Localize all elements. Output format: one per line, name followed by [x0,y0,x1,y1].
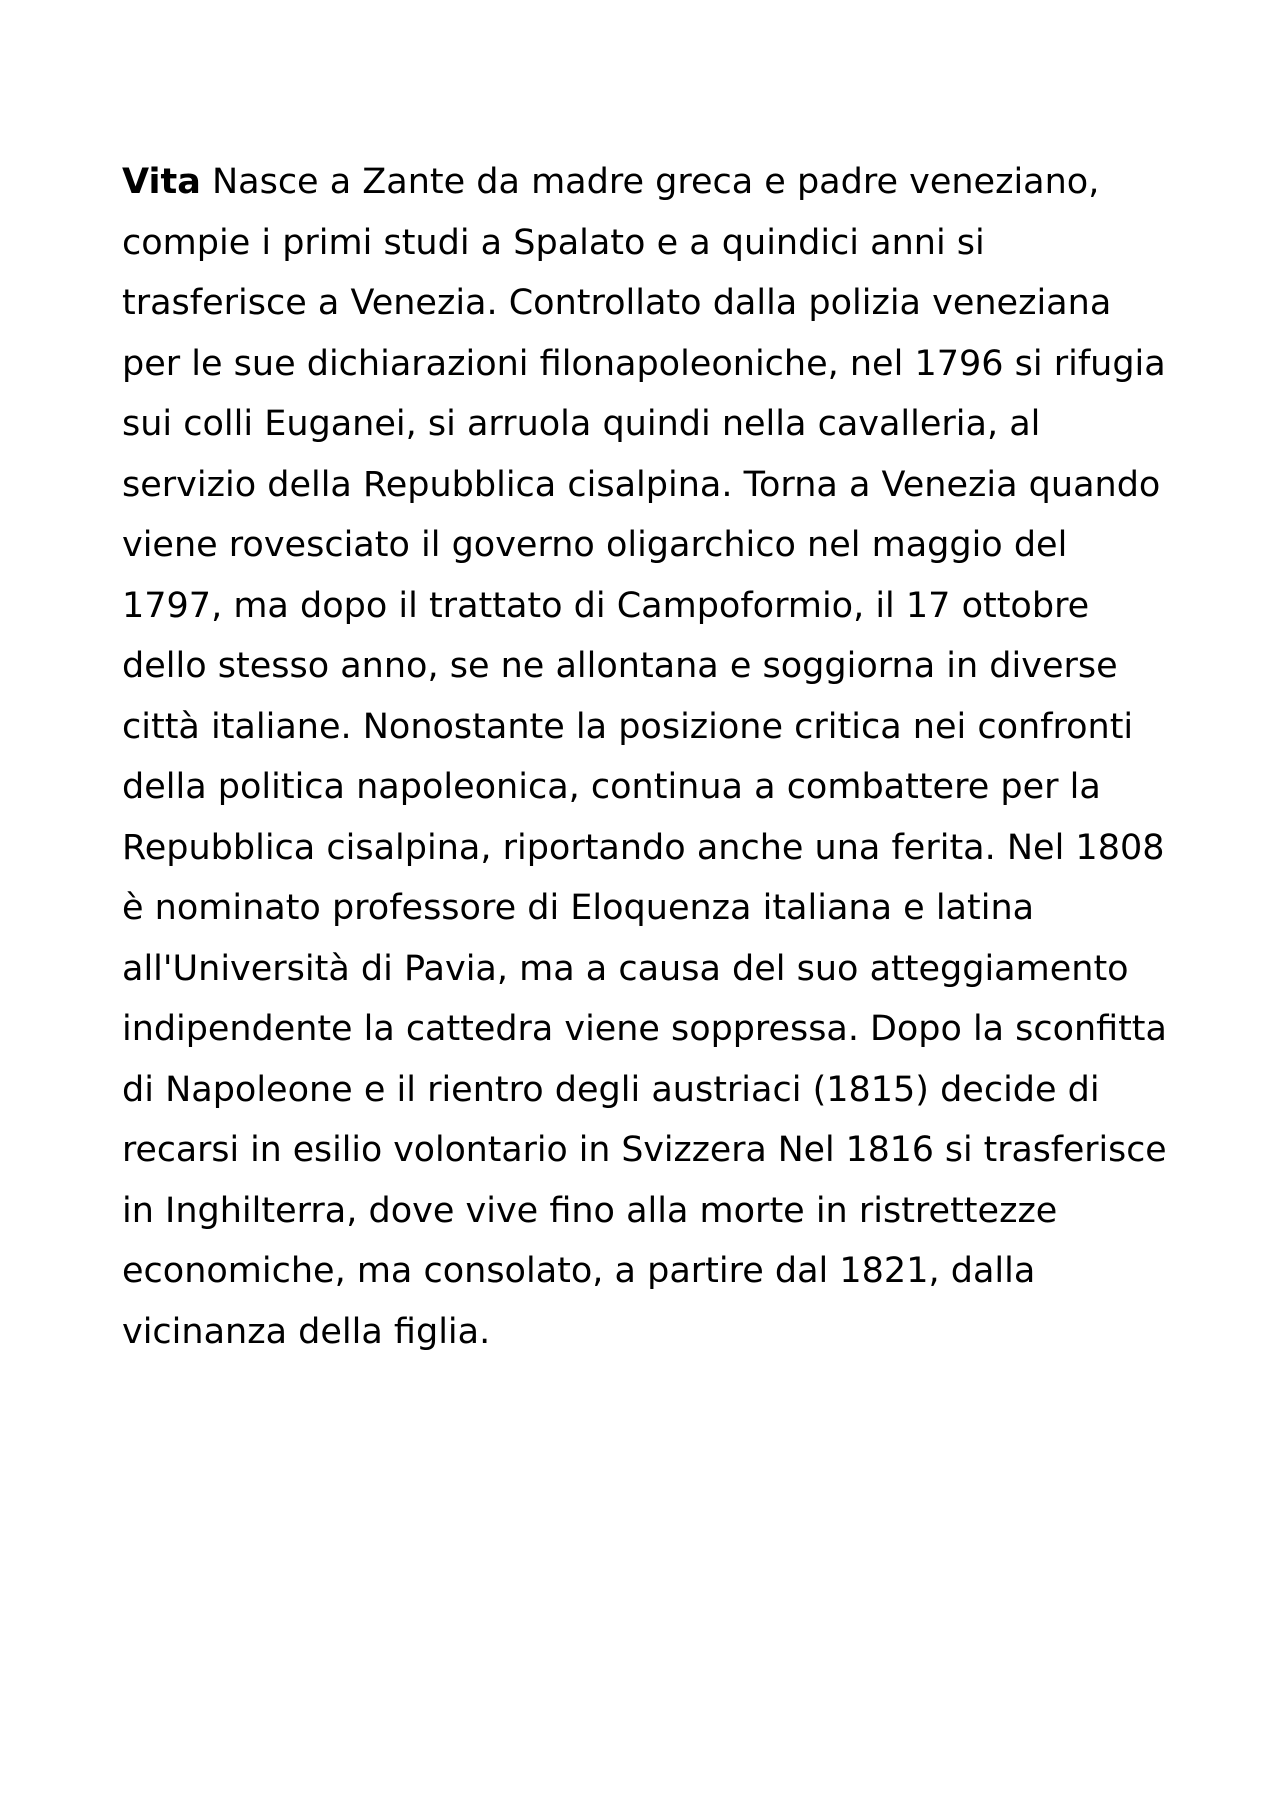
paragraph-line: è nominato professore di Eloquenza italiana e latina [122,888,1035,928]
paragraph-line: viene rovesciato il governo oligarchico nel maggio del [122,525,1068,565]
paragraph-line: dello stesso anno, se ne allontana e soggiorna in diverse [122,646,1118,686]
paragraph-line [122,152,1167,213]
paragraph-line: economiche, ma consolato, a partire dal 1821, dalla [122,1251,1036,1291]
paragraph-line: della politica napoleonica, continua a combattere per la [122,767,1101,807]
paragraph-line: 1797, ma dopo il trattato di Campoformio, il 17 ottobre [122,585,1090,626]
paragraph-line: indipendente la cattedra viene soppressa. Dopo la sconfitta [122,1009,1167,1049]
paragraph-line: recarsi in esilio volontario in Svizzera Nel 1816 si trasferisce [122,1130,1167,1170]
paragraph-line: trasferisce a Venezia. Controllato dalla polizia veneziana [122,283,1112,323]
paragraph-line: servizio della Repubblica cisalpina. Torna a Venezia quando [122,464,1161,505]
paragraph-line-text: Nasce a Zante da madre greca e padre veneziano, [200,162,1100,202]
paragraph-line: di Napoleone e il rientro degli austriaci (1815) decide di [122,1069,1100,1110]
paragraph-line: vicinanza della figlia. [122,1311,491,1352]
paragraph-line: all'Università di Pavia, ma a causa del suo atteggiamento [122,948,1129,989]
paragraph-line: città italiane. Nonostante la posizione critica nei confronti [122,706,1134,747]
section-heading: Vita [122,162,201,202]
paragraph-line: sui colli Euganei, si arruola quindi nella cavalleria, al [122,404,1041,444]
paragraph-line: Repubblica cisalpina, riportando anche una ferita. Nel 1808 [122,827,1165,868]
paragraph-line: compie i primi studi a Spalato e a quindici anni si [122,222,985,263]
paragraph-line: in Inghilterra, dove vive fino alla morte in ristrettezze [122,1190,1058,1231]
paragraph-line: per le sue dichiarazioni filonapoleoniche, nel 1796 si rifugia [122,343,1166,384]
document-paragraph [122,152,1167,1362]
